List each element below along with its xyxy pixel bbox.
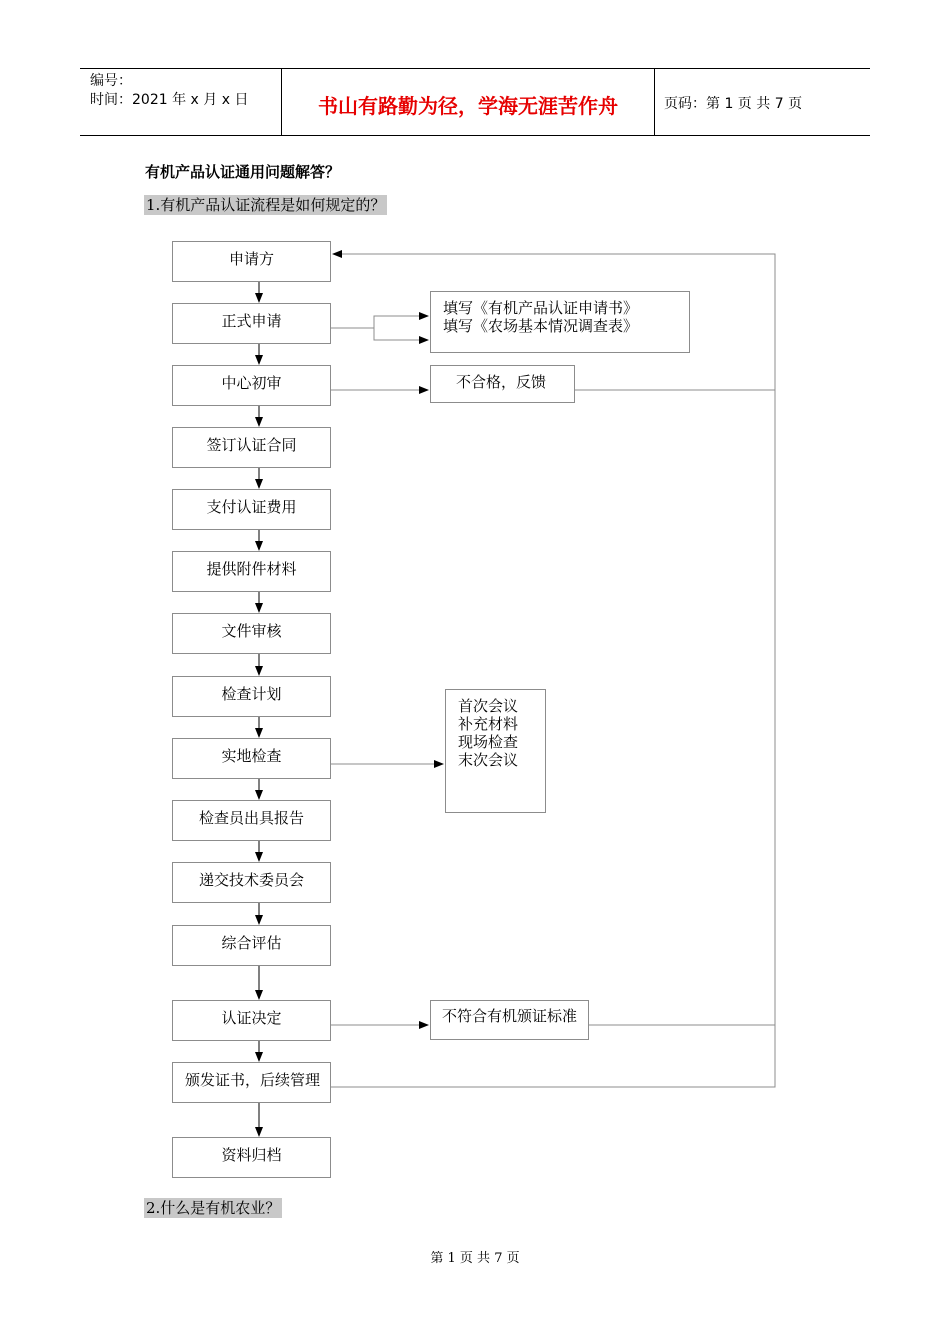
flow-step-provide-materials: 提供附件材料 (172, 551, 331, 592)
flow-step-initial-review: 中心初审 (172, 365, 331, 406)
flow-step-certificate: 颁发证书，后续管理 (172, 1062, 331, 1103)
flow-step-evaluation: 综合评估 (172, 925, 331, 966)
question-1-heading: 1.有机产品认证流程是如何规定的？ (146, 196, 386, 214)
arrow-apply-to-forms-1 (331, 316, 428, 328)
flow-side-forms: 填写《有机产品认证申请书》 填写《农场基本情况调查表》 (430, 291, 690, 353)
page-footer: 第 1 页 共 7 页 (430, 1251, 520, 1266)
flow-step-pay-fee: 支付认证费用 (172, 489, 331, 530)
question-2-heading: 2.什么是有机农业？ (146, 1199, 281, 1217)
header-page-info: 页码：第 1 页 共 7 页 (664, 96, 803, 112)
header-number-label: 编号： (90, 73, 132, 89)
flow-step-inspection-plan: 检查计划 (172, 676, 331, 717)
flow-step-formal-application: 正式申请 (172, 303, 331, 344)
flow-step-document-review: 文件审核 (172, 613, 331, 654)
flow-side-nonconform: 不符合有机颁证标准 (430, 1000, 589, 1040)
flow-step-inspector-report: 检查员出具报告 (172, 800, 331, 841)
flow-step-submit-committee: 递交技术委员会 (172, 862, 331, 903)
flow-side-inspection-steps: 首次会议 补充材料 现场检查 末次会议 (445, 689, 546, 813)
flow-step-archive: 资料归档 (172, 1137, 331, 1178)
document-title: 有机产品认证通用问题解答？ (145, 163, 341, 181)
flow-step-decision: 认证决定 (172, 1000, 331, 1041)
flow-step-sign-contract: 签订认证合同 (172, 427, 331, 468)
header-time-label: 时间：2021 年 x 月 x 日 (90, 92, 249, 108)
arrow-apply-to-forms-2 (374, 328, 428, 340)
flow-step-applicant: 申请方 (172, 241, 331, 282)
flow-step-onsite-inspection: 实地检查 (172, 738, 331, 779)
flow-side-reject: 不合格，反馈 (430, 365, 575, 403)
header-motto: 书山有路勤为径，学海无涯苦作舟 (318, 94, 618, 118)
line-certificate-to-loop (331, 390, 775, 1087)
